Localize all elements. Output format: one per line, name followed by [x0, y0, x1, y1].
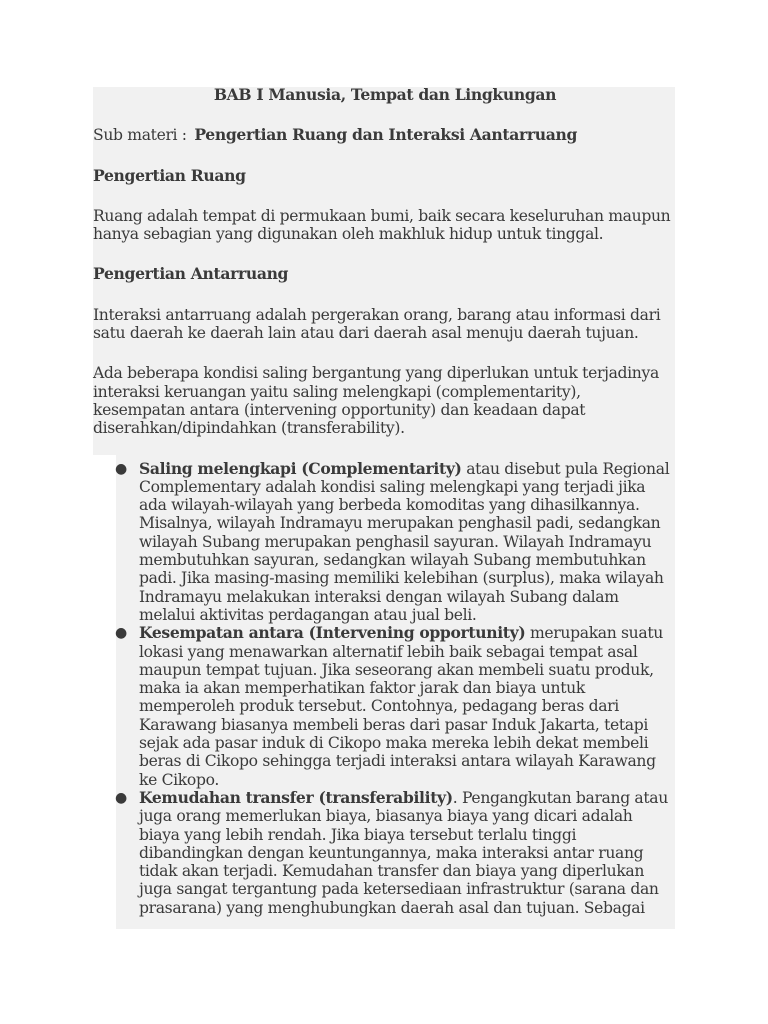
list-item-term: Saling melengkapi (Complementarity)	[139, 458, 462, 478]
paragraph-antarruang: Interaksi antarruang adalah pergerakan orang, barang atau informasi dari satu daerah ke daerah lain atau dari daerah asal menuju daerah tujuan.	[93, 305, 661, 343]
list-item-intervening-opportunity	[115, 623, 677, 789]
sub-material-line	[93, 126, 677, 144]
bullet-icon: ●	[115, 625, 127, 642]
chapter-title: BAB I Manusia, Tempat dan Lingkungan	[213, 85, 557, 104]
bullet-icon: ●	[115, 460, 127, 477]
heading-pengertian-ruang: Pengertian Ruang	[93, 165, 246, 185]
paragraph-kondisi: Ada beberapa kondisi saling bergantung yang diperlukan untuk terjadinya interaksi keruangan yaitu saling melengkapi (complementarity), kesempatan antara (intervening opportunity) dan keadaan dapat diserahkan/dipindahkan (transferability).	[93, 364, 659, 438]
list-item-text: merupakan suatu lokasi yang menawarkan alternatif lebih baik sebagai tempat asal maupun tempat tujuan. Jika seseorang akan membeli suatu produk, maka ia akan memperhatikan faktor jarak dan biaya untuk memperoleh produk tersebut. Contohnya, pedagang beras dari Karawang biasanya membeli beras dari pasar Induk Jakarta, tetapi sejak ada pasar induk di Cikopo maka mereka lebih dekat membeli beras di Cikopo sehingga terjadi interaksi antara wilayah Karawang ke Cikopo.	[139, 624, 663, 789]
conditions-list	[93, 460, 677, 917]
sub-material-prefix: Sub materi :	[93, 126, 187, 145]
heading-pengertian-antarruang: Pengertian Antarruang	[93, 264, 289, 284]
list-item-term: Kemudahan transfer (transferability)	[139, 787, 453, 807]
list-item-text: . Pengangkutan barang atau juga orang memerlukan biaya, biasanya biaya yang dicari adalah biaya yang lebih rendah. Jika biaya tersebut terlalu tinggi dibandingkan dengan keuntungannya, maka interaksi antar ruang tidak akan terjadi. Kemudahan transfer dan biaya yang diperlukan juga sangat tergantung pada ketersediaan infrastruktur (sarana dan prasarana) yang menghubungkan daerah asal dan tujuan. Sebagai	[139, 788, 668, 917]
list-item-text: atau disebut pula Regional Complementary adalah kondisi saling melengkapi yang terjadi jika ada wilayah-wilayah yang berbeda komoditas yang dihasilkannya. Misalnya, wilayah Indramayu merupakan penghasil padi, sedangkan wilayah Subang merupakan penghasil sayuran. Wilayah Indramayu membutuhkan sayuran, sedangkan wilayah Subang membutuhkan padi. Jika masing-masing memiliki kelebihan (surplus), maka wilayah Indramayu melakukan interaksi dengan wilayah Subang dalam melalui aktivitas perdagangan atau jual beli.	[139, 459, 670, 624]
sub-material-topic: Pengertian Ruang dan Interaksi Aantarruang	[194, 125, 578, 145]
document-content	[93, 86, 677, 917]
list-item-term: Kesempatan antara (Intervening opportunity)	[139, 623, 526, 643]
bullet-icon: ●	[115, 789, 127, 806]
list-item-transferability	[115, 787, 677, 917]
list-item-complementarity	[115, 458, 677, 625]
paragraph-ruang: Ruang adalah tempat di permukaan bumi, baik secara keseluruhan maupun hanya sebagian yang digunakan oleh makhluk hidup untuk tinggal.	[93, 206, 671, 244]
